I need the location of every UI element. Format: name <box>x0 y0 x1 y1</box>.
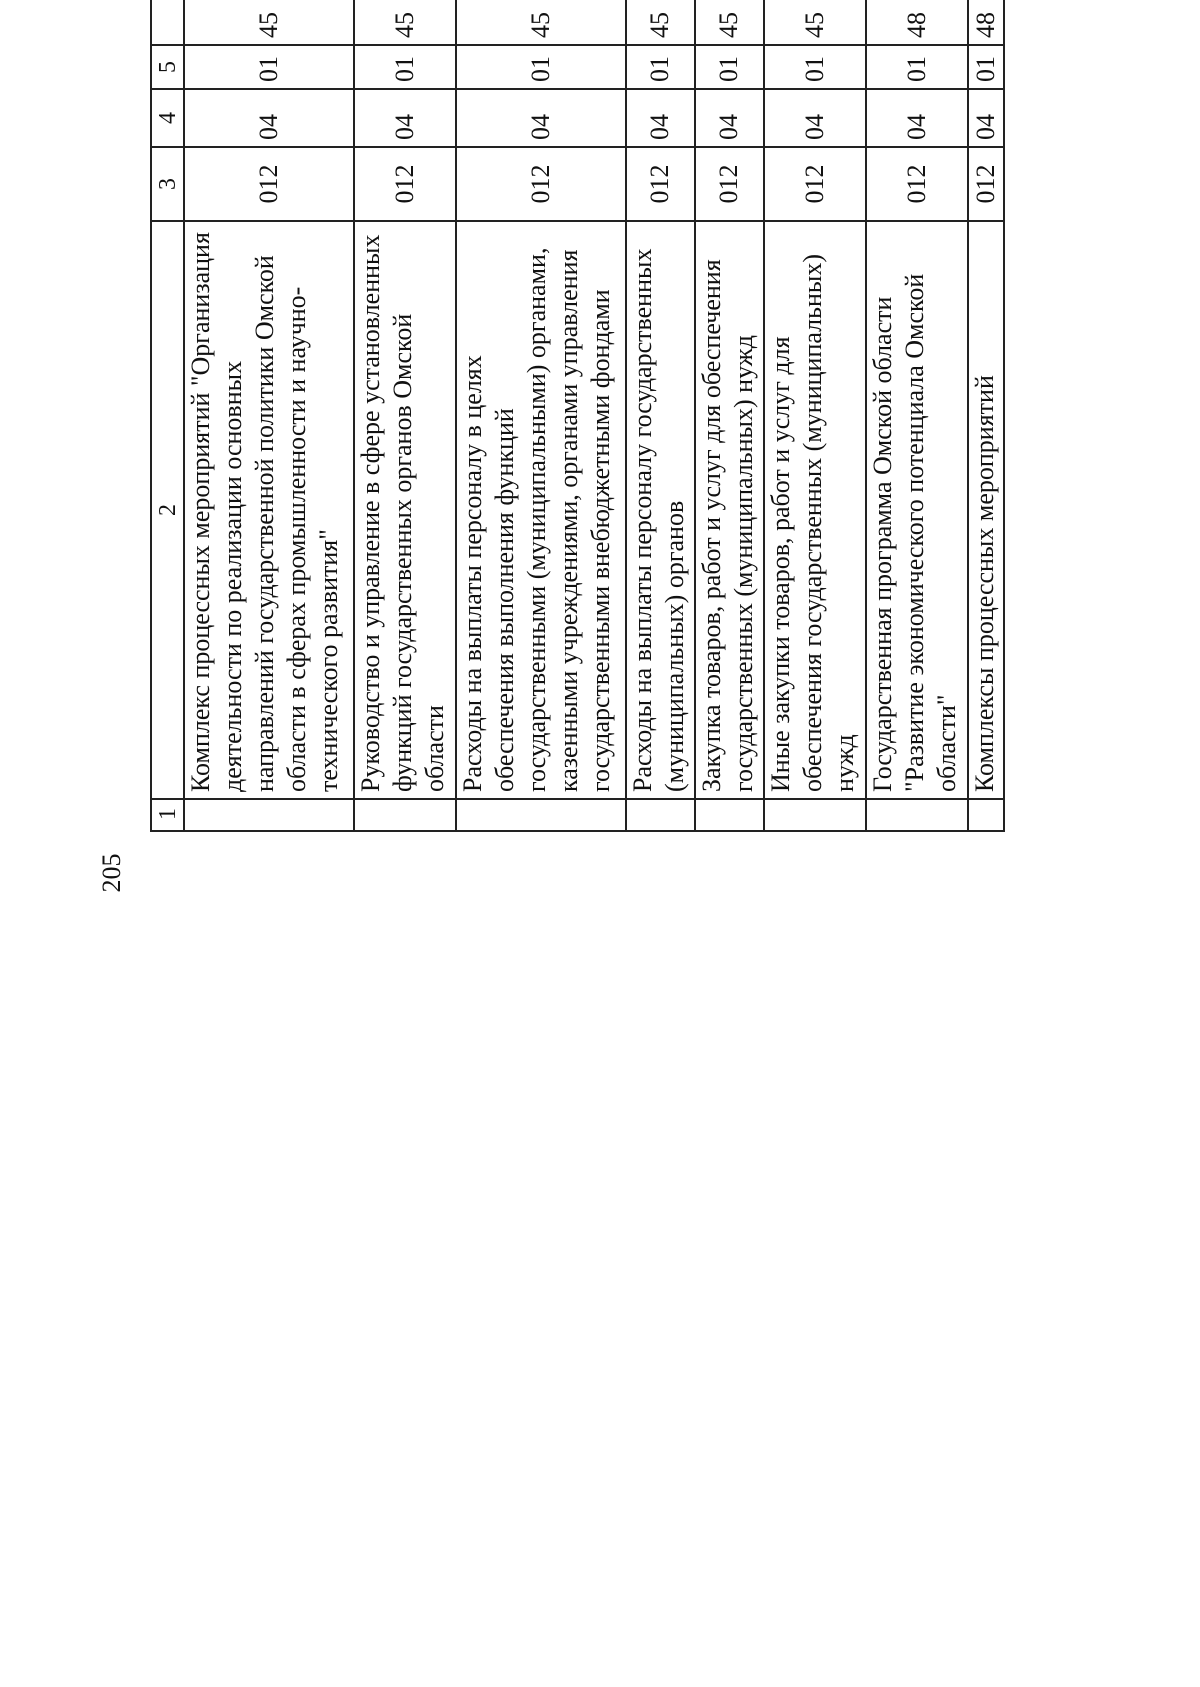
row-index-cell <box>866 799 968 831</box>
csr-program: 45 <box>645 12 675 38</box>
row-rz-cell: 04 <box>626 89 695 147</box>
row-grbs-cell: 012 <box>764 147 866 221</box>
row-rz-cell: 04 <box>764 89 866 147</box>
row-rz-cell: 04 <box>968 89 1004 147</box>
table-row <box>626 0 695 831</box>
budget-table <box>150 0 1005 832</box>
row-csr-cell <box>456 0 625 45</box>
row-rz-cell: 04 <box>866 89 968 147</box>
csr-program: 45 <box>525 12 555 38</box>
row-csr-cell <box>354 0 456 45</box>
row-rz-cell: 04 <box>184 89 353 147</box>
header-col-2: 2 <box>151 221 184 799</box>
row-csr-cell <box>968 0 1004 45</box>
row-index-cell <box>354 799 456 831</box>
row-name-cell: Комплекс процессных мероприятий "Организация деятельности по реализации основных направлений государственной политики Омской области в сферах промышленности и научно-технического развития" <box>184 221 353 799</box>
csr-program: 45 <box>254 12 284 38</box>
header-col-4: 4 <box>151 89 184 147</box>
csr-code <box>644 0 676 38</box>
row-index-cell <box>695 799 764 831</box>
table-row <box>764 0 866 831</box>
row-index-cell <box>626 799 695 831</box>
header-col-5: 5 <box>151 45 184 89</box>
table-row <box>866 0 968 831</box>
budget-table-wrapper <box>150 0 1005 832</box>
row-grbs-cell: 012 <box>968 147 1004 221</box>
header-col-6 <box>151 0 184 45</box>
row-name-cell: Закупка товаров, работ и услуг для обеспечения государственных (муниципальных) нужд <box>695 221 764 799</box>
table-row <box>184 0 353 831</box>
csr-program: 45 <box>799 12 829 38</box>
header-col-3: 3 <box>151 147 184 221</box>
row-pr-cell: 01 <box>866 45 968 89</box>
row-grbs-cell: 012 <box>695 147 764 221</box>
row-grbs-cell: 012 <box>456 147 625 221</box>
row-grbs-cell: 012 <box>354 147 456 221</box>
row-name-cell: Руководство и управление в сфере установленных функций государственных органов Омской области <box>354 221 456 799</box>
row-csr-cell <box>695 0 764 45</box>
row-rz-cell: 04 <box>354 89 456 147</box>
csr-code <box>525 0 557 38</box>
row-pr-cell: 01 <box>184 45 353 89</box>
row-grbs-cell: 012 <box>866 147 968 221</box>
row-pr-cell: 01 <box>764 45 866 89</box>
csr-program: 48 <box>902 12 932 38</box>
table-row <box>354 0 456 831</box>
csr-program: 45 <box>390 12 419 38</box>
row-rz-cell: 04 <box>456 89 625 147</box>
table-row <box>968 0 1004 831</box>
csr-code <box>901 0 933 38</box>
row-pr-cell: 01 <box>695 45 764 89</box>
table-row <box>456 0 625 831</box>
row-pr-cell: 01 <box>456 45 625 89</box>
csr-code <box>389 0 421 38</box>
row-name-cell: Расходы на выплаты персоналу в целях обеспечения выполнения функций государственными (муниципальными) органами, казенными учреждениями, органами управления государственными внебюджетными фондами <box>456 221 625 799</box>
row-grbs-cell: 012 <box>626 147 695 221</box>
row-index-cell <box>456 799 625 831</box>
row-csr-cell <box>764 0 866 45</box>
csr-program: 48 <box>971 12 1001 38</box>
row-index-cell <box>968 799 1004 831</box>
csr-code <box>799 0 831 38</box>
row-csr-cell <box>866 0 968 45</box>
header-row <box>151 0 184 831</box>
page-number: 205 <box>97 853 126 893</box>
row-pr-cell: 01 <box>626 45 695 89</box>
header-col-1: 1 <box>151 799 184 831</box>
table-row <box>695 0 764 831</box>
csr-code <box>253 0 285 38</box>
csr-code <box>970 0 1002 38</box>
row-index-cell <box>764 799 866 831</box>
row-grbs-cell: 012 <box>184 147 353 221</box>
csr-code <box>713 0 745 38</box>
row-index-cell <box>184 799 353 831</box>
row-csr-cell <box>184 0 353 45</box>
row-name-cell: Комплексы процессных мероприятий <box>968 221 1004 799</box>
row-rz-cell: 04 <box>695 89 764 147</box>
csr-program: 45 <box>714 12 744 38</box>
row-pr-cell: 01 <box>354 45 456 89</box>
row-name-cell: Иные закупки товаров, работ и услуг для обеспечения государственных (муниципальных) нужд <box>764 221 866 799</box>
row-pr-cell: 01 <box>968 45 1004 89</box>
row-csr-cell <box>626 0 695 45</box>
row-name-cell: Расходы на выплаты персоналу государственных (муниципальных) органов <box>626 221 695 799</box>
row-name-cell: Государственная программа Омской области "Развитие экономического потенциала Омской области" <box>866 221 968 799</box>
